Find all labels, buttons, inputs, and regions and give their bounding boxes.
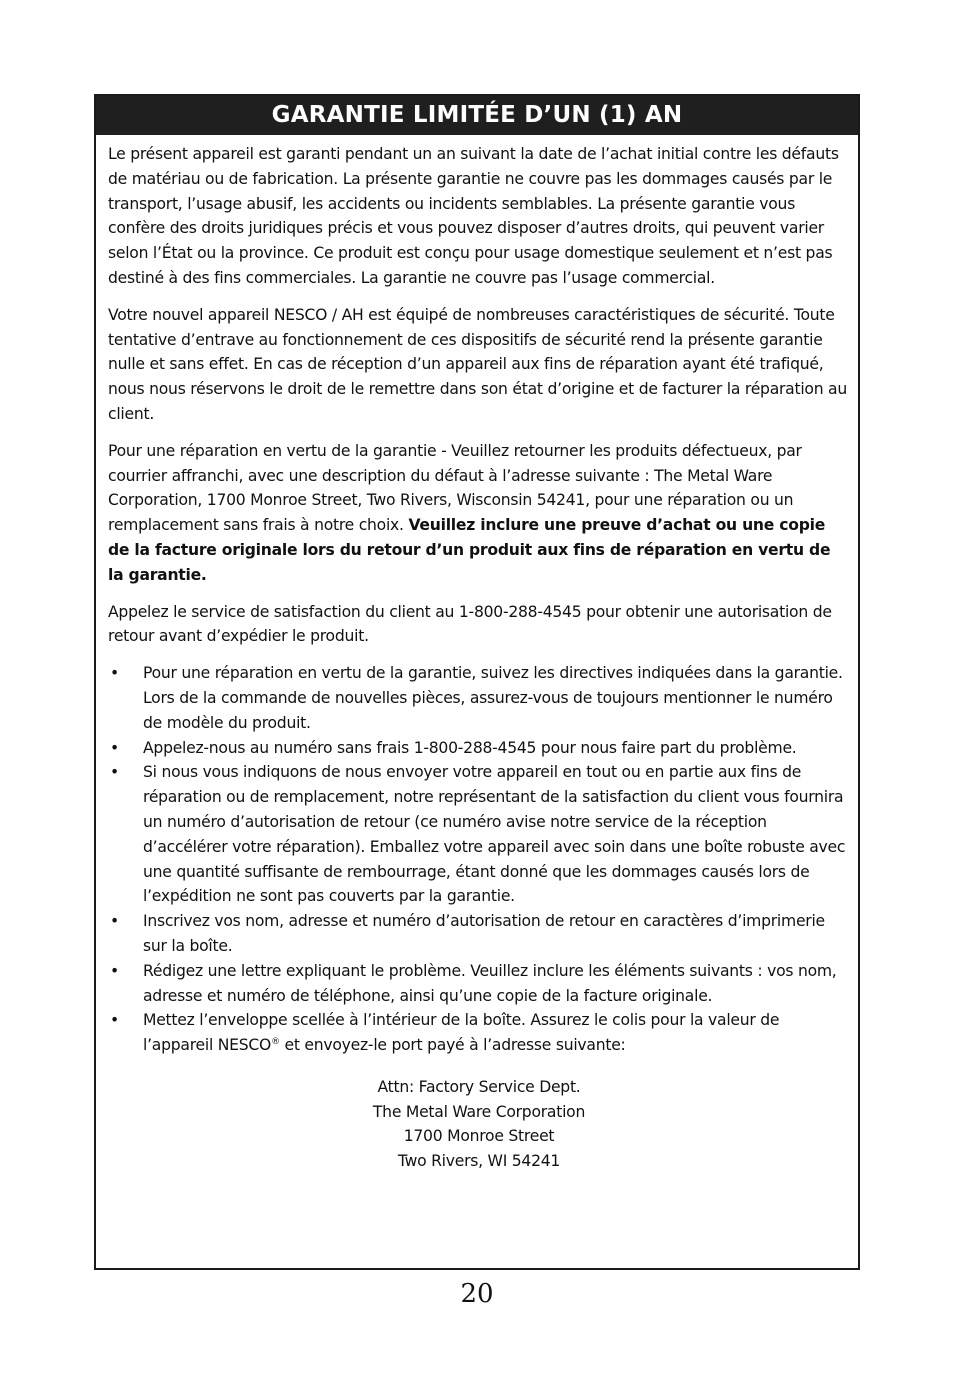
address-line: Two Rivers, WI 54241 [397, 1152, 561, 1171]
address-line: The Metal Ware Corporation [372, 1102, 586, 1121]
address-line: 1700 Monroe Street [403, 1127, 555, 1146]
bullet-icon: • [110, 763, 119, 782]
bullet-icon: • [110, 961, 119, 980]
list-item-text: Rédigez une lettre expliquant le problème. Veuillez inclure les éléments suivants : vos nom, adresse et numéro de téléphone, ainsi qu’une copie de la facture originale. [143, 961, 837, 1005]
list-item [108, 736, 850, 761]
bullet-icon: • [110, 738, 119, 757]
list-item-text-start: Mettez l’enveloppe scellée à l’intérieur de la boîte. Assurez le colis pour la valeur de l’appareil NESCO [143, 1011, 780, 1055]
list-item [108, 1008, 850, 1058]
list-item [108, 661, 850, 735]
repair-text: Pour une réparation en vertu de la garantie - Veuillez retourner les produits défectueux, par courrier affranchi, avec une description du défaut à l’adresse suivante : The Metal Ware Corporation, 1700 Monroe Street, Two Rivers, Wisconsin 54241, pour une réparation ou un remplacement sans frais à notre choix. [108, 441, 802, 535]
registered-mark: ® [271, 1036, 280, 1047]
list-item [108, 959, 850, 1009]
list-item-text: Si nous vous indiquons de nous envoyer votre appareil en tout ou en partie aux fins de réparation ou de remplacement, notre représentant de la satisfaction du client vous fournira un numéro d’autorisation de retour (ce numéro avise notre service de la réception d’accélérer votre réparation). Emballez votre appareil avec soin dans une boîte robuste avec une quantité suffisante de rembourrage, étant donné que les dommages causés lors de l’expédition ne sont pas couverts par la garantie. [143, 763, 846, 906]
bullet-icon: • [110, 912, 119, 931]
paragraph-coverage: Le présent appareil est garanti pendant un an suivant la date de l’achat initial contre les défauts de matériau ou de fabrication. La présente garantie ne couvre pas les dommages causés par le transport, l’usage abusif, les accidents ou incidents semblables. La présente garantie vous confère des droits juridiques précis et vous pouvez disposer d’autres droits, qui peuvent varier selon l’État ou la province. Ce produit est conçu pour usage domestique seulement et n’est pas destiné à des fins commerciales. La garantie ne couvre pas l’usage commercial. [108, 145, 839, 287]
list-item-text: Appelez-nous au numéro sans frais 1-800-288-4545 pour nous faire part du problème. [143, 738, 797, 757]
instructions-list [108, 661, 850, 1058]
list-item-text-end: et envoyez-le port payé à l’adresse suivante: [279, 1036, 626, 1055]
bullet-icon: • [110, 664, 119, 683]
bullet-icon: • [110, 1011, 119, 1030]
list-item-text: Inscrivez vos nom, adresse et numéro d’autorisation de retour en caractères d’imprimerie sur la boîte. [143, 912, 825, 955]
list-item-text [143, 1011, 779, 1054]
repair-proof-note: Veuillez inclure une preuve d’achat ou une copie de la facture originale lors du retour d’un produit aux fins de réparation en vertu de la garantie. [108, 516, 831, 584]
page-number: 20 [460, 1279, 494, 1309]
service-address [108, 1075, 850, 1174]
paragraph-phone: Appelez le service de satisfaction du client au 1-800-288-4545 pour obtenir une autorisation de retour avant d’expédier le produit. [108, 602, 832, 646]
address-line: Attn: Factory Service Dept. [377, 1077, 581, 1096]
section-title: GARANTIE LIMITÉE D’UN (1) AN [96, 96, 858, 135]
list-item-text: Pour une réparation en vertu de la garantie, suivez les directives indiquées dans la garantie. Lors de la commande de nouvelles pièces, assurez-vous de toujours mentionner le numéro de modèle du produit. [143, 664, 843, 732]
warranty-box [94, 94, 860, 1270]
list-item [108, 909, 850, 959]
paragraph-repair [108, 439, 850, 588]
warranty-content [96, 135, 858, 1174]
list-item [108, 760, 850, 909]
paragraph-safety: Votre nouvel appareil NESCO / AH est équipé de nombreuses caractéristiques de sécurité. Toute tentative d’entrave au fonctionnement de ces dispositifs de sécurité rend la présente garantie nulle et sans effet. En cas de réception d’un appareil aux fins de réparation ayant été trafiqué, nous nous réservons le droit de le remettre dans son état d’origine et de facturer la réparation au client. [108, 305, 847, 423]
